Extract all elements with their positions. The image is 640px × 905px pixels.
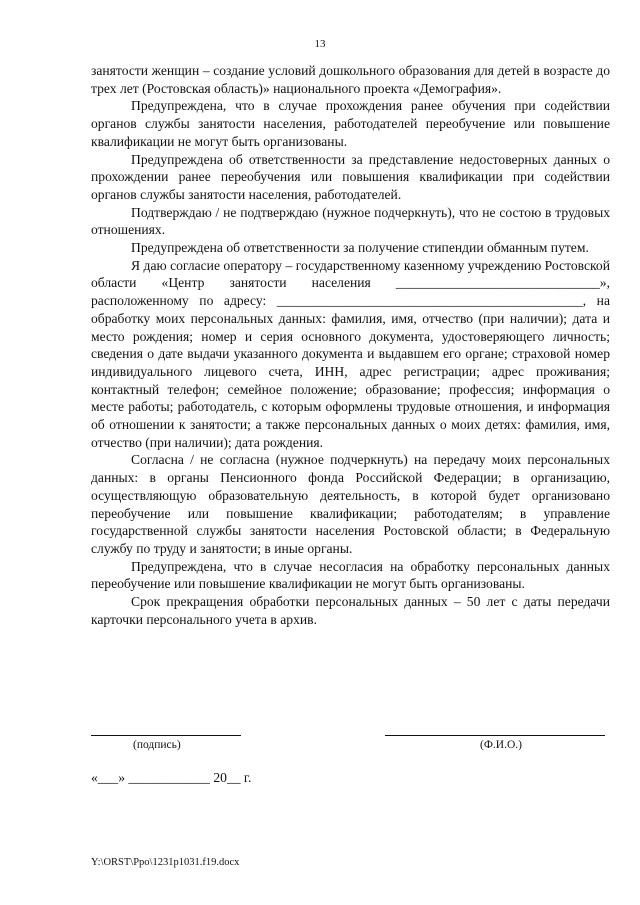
signature-block — [91, 735, 610, 755]
full-name-line — [385, 735, 605, 736]
signature-line — [91, 735, 241, 736]
paragraph-consent-transfer: Согласна / не согласна (нужное подчеркнуть) на передачу моих персональных данных: в органы Пенсионного фонда Российской Федерации; в организацию, осуществляющую образовательную деятельность, в которой будет организовано переобучение или повышение квалификации; работодателям; в управление государственной службы занятости населения Ростовской области; в Федеральную службу по труду и занятости; в иные органы. — [91, 452, 610, 556]
file-path-footer: Y:\ORST\Ppo\1231p1031.f19.docx — [91, 857, 240, 868]
date-line: «___» ____________ 20__ г. — [91, 770, 252, 785]
paragraph-continuation: занятости женщин – создание условий дошкольного образования для детей в возрасте до трех лет (Ростовская область)» национального проекта «Демография». — [91, 63, 610, 96]
paragraph-stipend-warning: Предупреждена об ответственности за получение стипендии обманным путем. — [131, 240, 589, 256]
paragraph-training-warning: Предупреждена, что в случае прохождения ранее обучения при содействии органов службы занятости населения, работодателей переобучение или повышение квалификации не могут быть организованы. — [91, 98, 610, 149]
paragraph-employment-confirmation: Подтверждаю / не подтверждаю (нужное подчеркнуть), что не состою в трудовых отношениях. — [91, 204, 610, 238]
document-body — [91, 62, 610, 629]
paragraph-consent-processing: Я даю согласие оператору – государственному казенному учреждению Ростовской области «Центр занятости населения ______________________________», расположенному по адресу: _____________________________________________, на обработку моих персональных данных: фамилия, имя, отчество (при наличии); дата и место рождения; номер и серия основного документа, удостоверяющего личность; сведения о дате выдачи указанного документа и выдавшем его органе; страховой номер индивидуального лицевого счета, ИНН, адрес регистрации; адрес проживания; контактный телефон; семейное положение; образование; профессия; информация о месте работы; работодатель, с которым оформлены трудовые отношения, и информация об отношении к занятости; а также персональных данных о моих детях: фамилия, имя, отчество (при наличии); дата рождения. — [91, 257, 610, 450]
paragraph-refusal-warning: Предупреждена, что в случае несогласия на обработку персональных данных переобучение или повышение квалификации не могут быть организованы. — [91, 558, 610, 592]
signature-label: (подпись) — [133, 739, 181, 751]
full-name-label: (Ф.И.О.) — [480, 739, 522, 751]
paragraph-retention-period: Срок прекращения обработки персональных данных – 50 лет с даты передачи карточки персонального учета в архив. — [91, 594, 610, 627]
page-number: 13 — [314, 38, 326, 50]
paragraph-responsibility-data: Предупреждена об ответственности за представление недостоверных данных о прохождении ранее переобучения или повышения квалификации при содействии органов службы занятости населения, работодателей. — [91, 151, 610, 202]
